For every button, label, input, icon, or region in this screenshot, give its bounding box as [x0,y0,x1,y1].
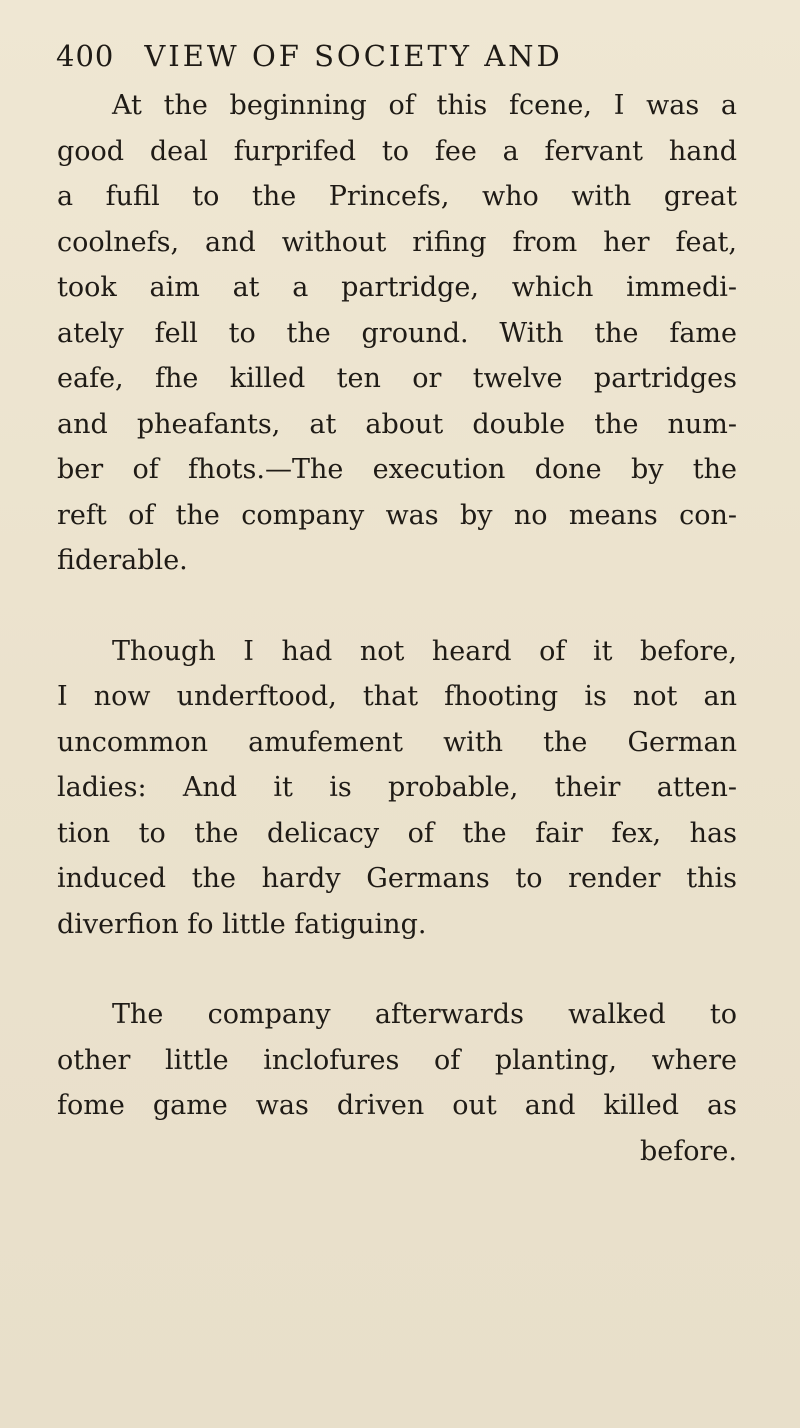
text-line: before. [640,1135,737,1167]
text-line: a fufil to the Princefs, who with great [57,181,737,212]
text-line: The company afterwards walked to [112,999,737,1030]
page-number: 400 [56,39,115,73]
text-line: tion to the delicacy of the fair fex, has [57,817,737,849]
text-line: fome game was driven out and killed as [57,1090,737,1121]
running-head [56,36,756,76]
text-line: fiderable. [57,545,188,576]
text-line: induced the hardy Germans to render this [57,863,737,894]
paragraph-2 [57,629,737,948]
text-line: other little inclofures of planting, where [57,1044,737,1076]
text-line: took aim at a partridge, which immedi- [57,272,737,303]
text-line: At the beginning of this fcene, I was a [112,90,737,121]
text-line: eafe, fhe killed ten or twelve partridges [57,363,737,394]
text-line: ladies: And it is probable, their atten- [57,772,737,803]
text-line: good deal furprifed to fee a fervant hand [57,135,737,167]
text-line: uncommon amufement with the German [57,726,737,758]
body-text [57,83,737,1219]
paragraph-3 [57,992,737,1174]
text-line: and pheafants, at about double the num- [57,408,737,440]
running-title: VIEW OF SOCIETY AND [144,39,563,73]
text-line: reft of the company was by no means con- [57,499,737,531]
text-line: ately fell to the ground. With the fame [57,317,737,349]
text-line: coolnefs, and without rifing from her feat, [57,226,737,258]
text-line: diverfion fo little fatiguing. [57,908,427,940]
text-line: I now underftood, that fhooting is not an [57,681,737,712]
text-line: Though I had not heard of it before, [112,635,737,667]
text-line: ber of fhots.—The execution done by the [57,454,737,485]
paragraph-1 [57,83,737,584]
